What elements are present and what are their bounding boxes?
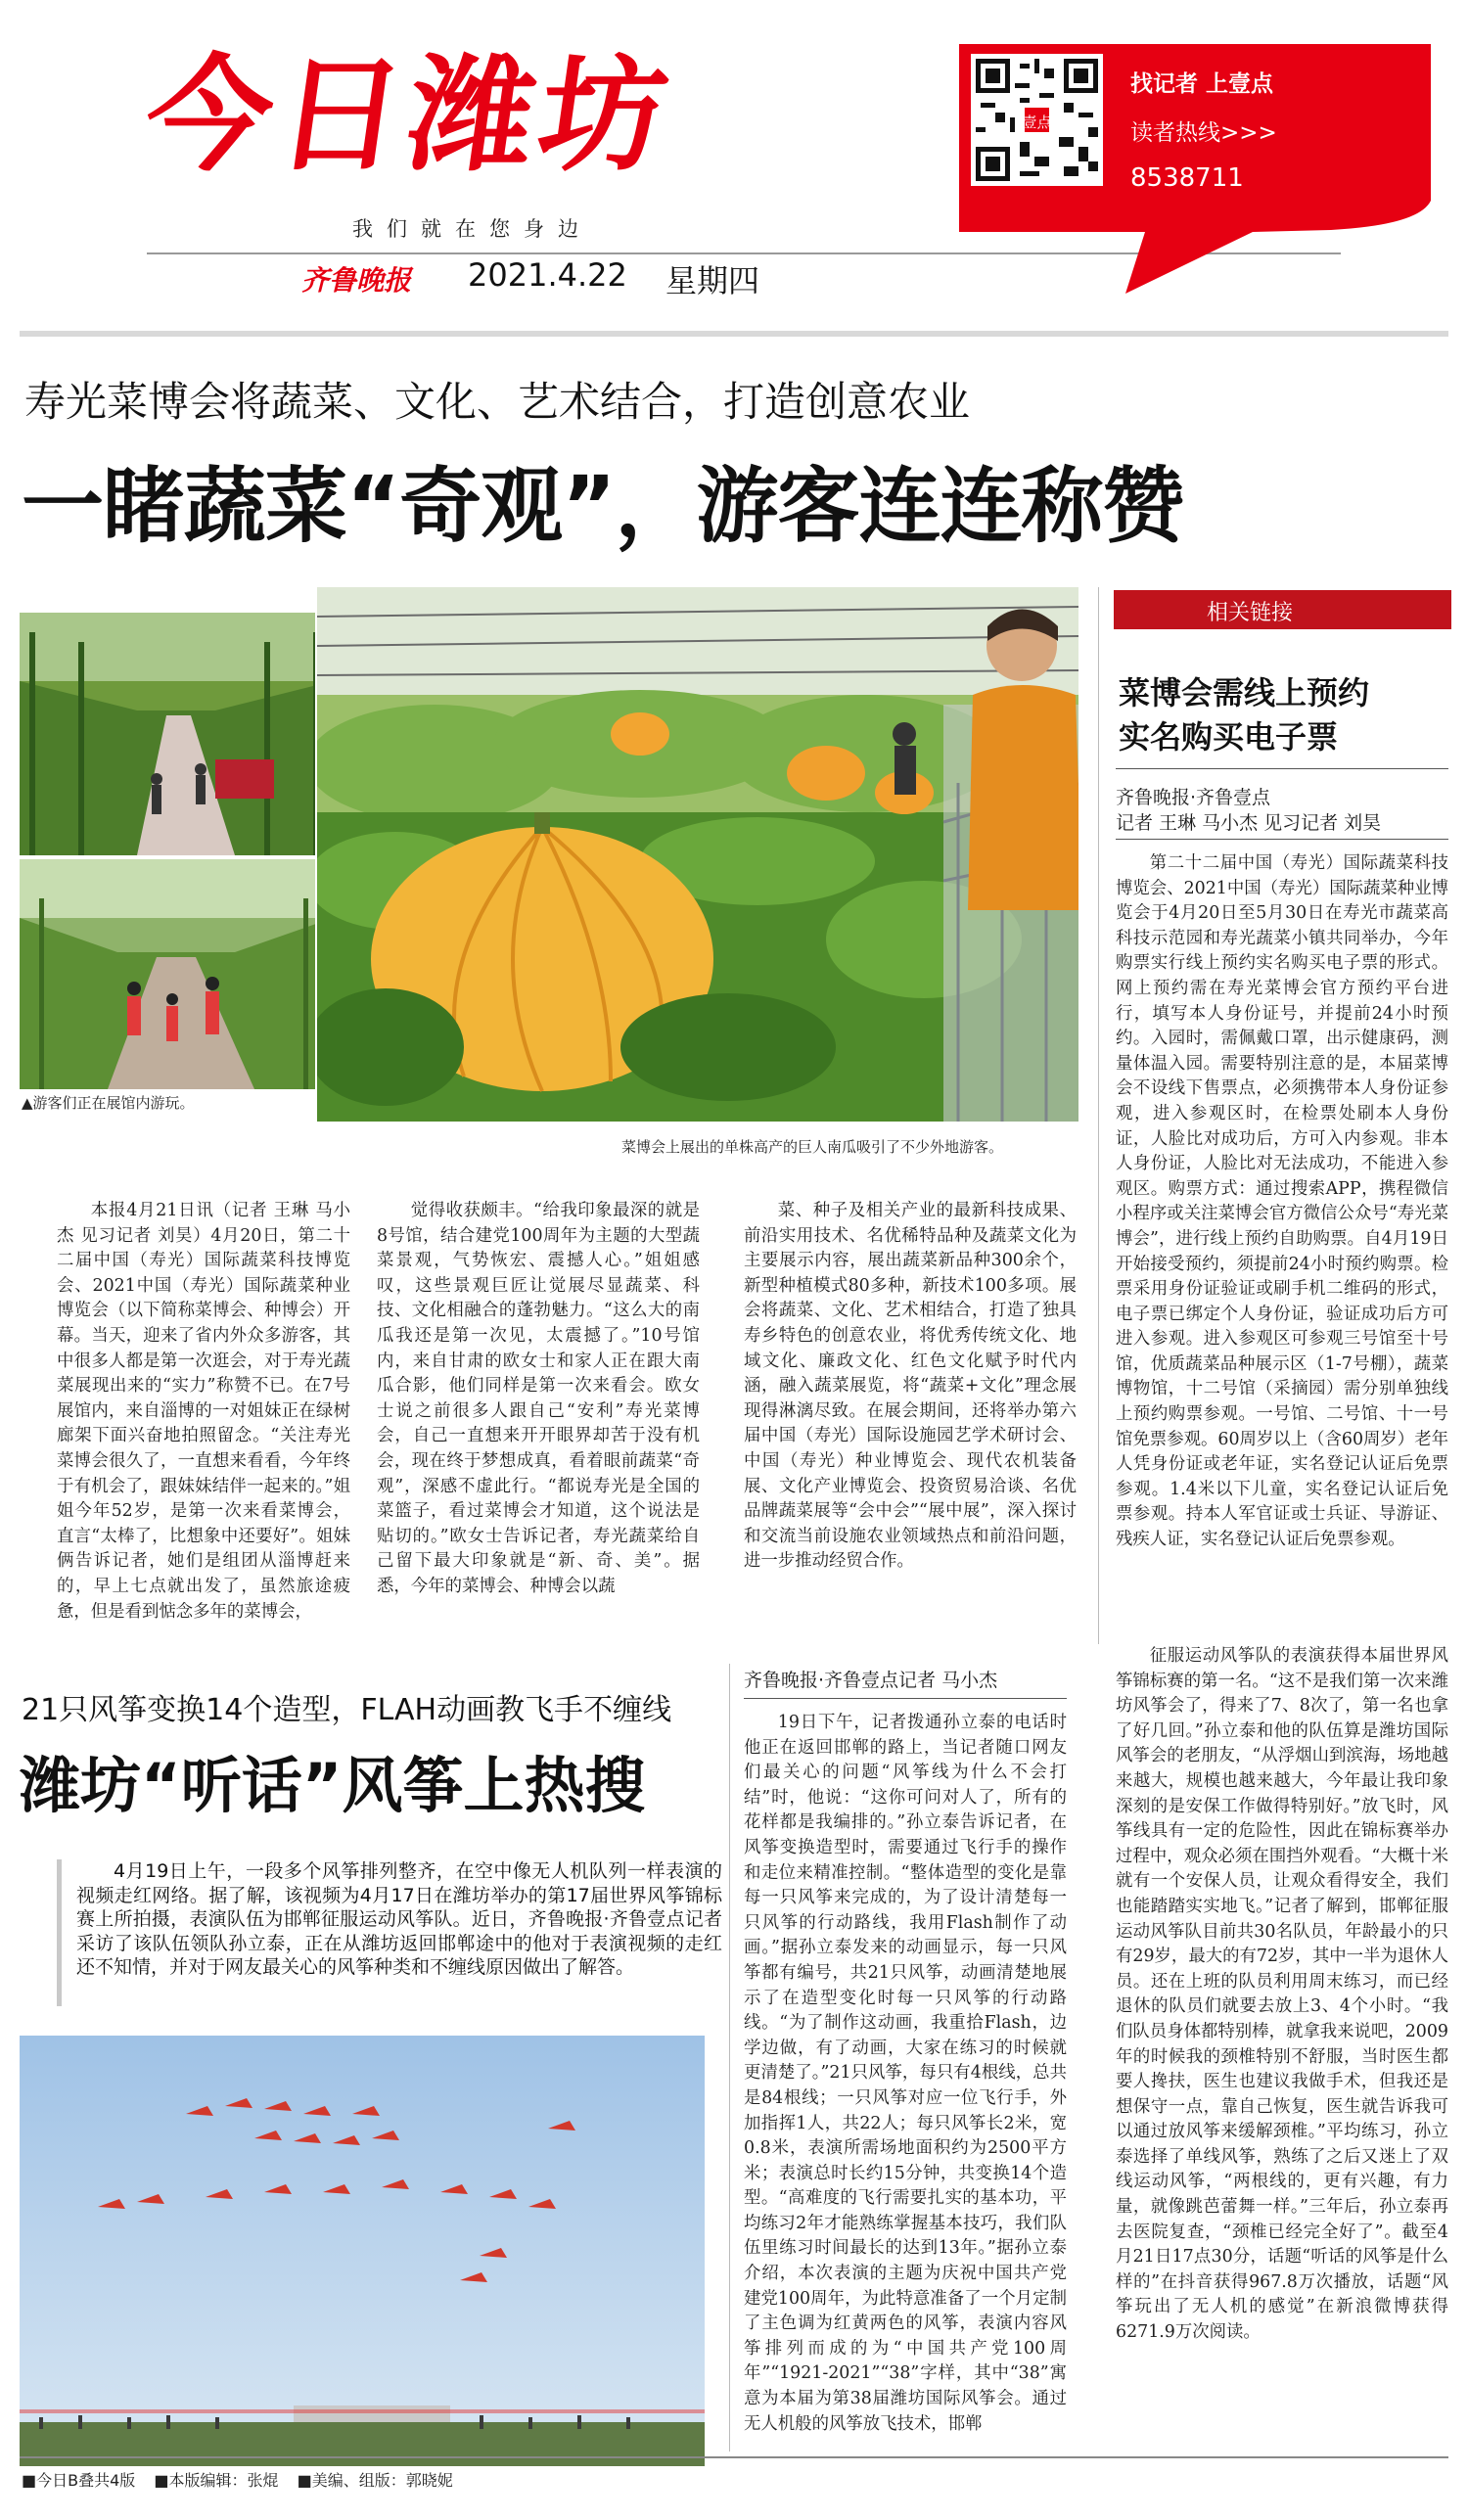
promo-phone-number[interactable]: 8538711 (1130, 163, 1244, 193)
issue-date: 2021.4.22 (468, 256, 627, 294)
kite-body-column-1 (744, 1711, 1067, 2450)
masthead-slogan: 我们就在您身边 (352, 217, 592, 241)
svg-text:壹点: 壹点 (1022, 114, 1052, 131)
photo-giant-pumpkin (315, 585, 1080, 1123)
promo-hotline-label: 读者热线>>> (1130, 120, 1277, 146)
page-footer (22, 2468, 467, 2491)
sidebar-body-text: 第二十二届中国（寿光）国际蔬菜科技博览会、2021中国（寿光）国际蔬菜种业博览会于4月20日至5月30日在寿光市蔬菜高科技示范园和寿光蔬菜小镇共同举办，今年购票实行线上预约实名购买电子票的形式。网上预约需在寿光菜博会官方预约平台进行，填写本人身份证号，并提前24小时预约。入园时，需佩戴口罩，出示健康码，测量体温入园。需要特别注意的是，本届菜博会不设线下售票点，必须携带本人身份证参观，进入参观区时，在检票处刷本人身份证，人脸比对成功后，方可入内参观。非本人身份证，人脸比对无法成功，不能进入参观区。购票方式：通过搜索APP，携程微信小程序或关注菜博会官方微信公众号“寿光菜博会”，进行线上预约自助购票。自4月19日开始接受预约，须提前24小时预约购票。检票采用身份证验证或刷手机二维码的形式，电子票已绑定个人身份证，验证成功后方可进入参观。进入参观区可参观三号馆至十号馆，优质蔬菜品种展示区（1-7号棚），蔬菜博物馆，十二号馆（采摘园）需分别单独线上预约购票参观。一号馆、二号馆、十一号馆免票参观。60周岁以上（含60周岁）老年人凭身份证或老年证，实名登记认证后免票参观。1.4米以下儿童，实名登记认证后免票参观。持本人军官证或士兵证、导游证、残疾人证，实名登记认证后免票参观。 (1116, 853, 1448, 1550)
photo-visitors-walking (20, 859, 333, 1089)
photo-caption-visitors: ▲游客们正在展馆内游玩。 (22, 1094, 195, 1112)
kite-body-text-2: 征服运动风筝队的表演获得本届世界风筝锦标赛的第一名。“这不是我们第一次来潍坊风筝会了，得来了7、8次了，第一名也拿了好几回。”孙立泰和他的队伍算是潍坊国际风筝会的老朋友，“从浮烟山到滨海，场地越来越大，规模也越来越大，今年最让我印象深刻的是安保工作做得特别好。”放飞时，风筝线具有一定的危险性，因此在锦标赛举办过程中，观众必须在围挡外观看。“大概十米就有一个安保人员，让观众看得安全，我们也能踏踏实实地飞。”记者了解到，邯郸征服运动风筝队目前共30名队员，年龄最小的只有29岁，最大的有72岁，其中一半为退休人员。还在上班的队员利用周末练习，而已经退休的队员们就要去放上3、4个小时。“我们队员身体都特别棒，就拿我来说吧，2009年的时候我的颈椎特别不舒服，当时医生都要人搀扶，医生也建议我做手术，但我还是想保守一点，靠自己恢复，医生就告诉我可以通过放风筝来缓解颈椎。”平均练习，孙立泰选择了单线风筝，熟练了之后又迷上了双线运动风筝，“两根线的，更有兴趣，有力量，就像跳芭蕾舞一样。”三年后，孙立泰再去医院复查，“颈椎已经完全好了”。截至4月21日17点30分，话题“听话的风筝是什么样的”在抖音获得967.8万次播放，话题“风筝玩出了无人机的感觉”在新浪微博获得6271.9万次阅读。 (1116, 1646, 1448, 2343)
sidebar-body (1116, 851, 1448, 1605)
qr-code-icon[interactable] (971, 54, 1103, 186)
lead-body-text-3: 菜、种子及相关产业的最新科技成果、前沿实用技术、名优稀特品种及蔬菜文化为主要展示内容，展出蔬菜新品种300余个，新型种植模式80多种，新技术100多项。展会将蔬菜、文化、艺术相结合，打造了独具寿乡特色的创意农业，将优秀传统文化、地域文化、廉政文化、红色文化赋予时代内涵，融入蔬菜展览，将“蔬菜+文化”理念展现得淋漓尽致。在展会期间，还将举办第六届中国（寿光）国际设施园艺学术研讨会、中国（寿光）种业博览会、现代农机装备展、文化产业博览会、投资贸易洽谈、名优品牌蔬菜展等“会中会”“展中展”，深入探讨和交流当前设施农业领域热点和前沿问题，进一步推动经贸合作。 (744, 1201, 1077, 1572)
sidebar-headline-line-2: 实名购买电子票 (1119, 718, 1339, 756)
reporter-promo-box (959, 44, 1431, 294)
footer-editor: ■本版编辑：张焜 (154, 2471, 279, 2490)
kite-intro (57, 1859, 722, 1980)
footer-designer: ■美编、组版：郭晓妮 (297, 2471, 453, 2490)
kite-headline: 潍坊“听话”风筝上热搜 (20, 1750, 646, 1821)
issue-weekday: 星期四 (665, 262, 760, 299)
footer-divider (20, 2456, 1448, 2458)
masthead-logo: 今日潍坊 (136, 43, 682, 189)
sidebar-headline-line-1: 菜博会需线上预约 (1119, 674, 1370, 711)
kite-byline-divider (744, 1698, 1067, 1699)
lead-headline: 一睹蔬菜“奇观”，游客连连称赞 (22, 458, 1184, 554)
sidebar-byline-reporters: 记者 王琳 马小杰 见习记者 刘昊 (1116, 812, 1382, 834)
lead-body-text-2: 觉得收获颇丰。“给我印象最深的就是8号馆，结合建党100周年为主题的大型蔬菜景观，气势恢宏、震撼人心。”姐姐感叹，这些景观巨匠让觉展尽显蔬菜、科技、文化相融合的蓬勃魅力。“这么大的南瓜我还是第一次见，太震撼了。”10号馆内，来自甘肃的欧女士和家人正在跟大南瓜合影，他们同样是第一次来看会。欧女士说之前很多人跟自己“安利”寿光菜博会，自己一直想来开开眼界却苦于没有机会，现在终于梦想成真，看着眼前蔬菜“奇观”，深感不虚此行。“都说寿光是全国的菜篮子，看过菜博会才知道，这个说法是贴切的。”欧女士告诉记者，寿光蔬菜给自己留下最大印象就是“新、奇、美”。据悉，今年的菜博会、种博会以蔬 (377, 1201, 700, 1596)
sidebar-byline-outlet: 齐鲁晚报·齐鲁壹点 (1116, 787, 1271, 808)
lead-body-column-3 (744, 1199, 1077, 1639)
kite-body-text-1: 19日下午，记者拨通孙立泰的电话时他正在返回邯郸的路上，当记者随口网友们最关心的问题“风筝线为什么不会打结”时，他说：“这你可问对人了，所有的花样都是我编排的。”孙立泰告诉记者，在风筝变换造型时，需要通过飞行手的操作和走位来精准控制。“整体造型的变化是靠每一只风筝来完成的，为了设计清楚每一只风筝的行动路线，我用Flash制作了动画。”据孙立泰发来的动画显示，每一只风筝都有编号，共21只风筝，动画清楚地展示了在造型变化时每一只风筝的行动路线。“为了制作这动画，我重拾Flash，边学边做，有了动画，大家在练习的时候就更清楚了。”21只风筝，每只有4根线，总共是84根线；一只风筝对应一位飞行手，外加指挥1人，共22人；每只风筝长2米，宽0.8米，表演所需场地面积约为2500平方米；表演总时长约15分钟，共变换14个造型。“高难度的飞行需要扎实的基本功，平均练习2年才能熟练掌握基本技巧，我们队伍里练习时间最长的达到13年。”据孙立泰介绍，本次表演的主题为庆祝中国共产党建党100周年，为此特意准备了一个月定制了主色调为红黄两色的风筝，表演内容风筝排列而成的为“中国共产党100周年”“1921-2021”“38”字样，其中“38”寓意为本届为第38届潍坊国际风筝会。通过无人机般的风筝放飞技术，邯郸 (744, 1713, 1067, 2434)
kite-subheadline: 21只风筝变换14个造型，FLAH动画教飞手不缠线 (22, 1693, 672, 1727)
column-rule (1098, 587, 1099, 1644)
footer-section-info: ■今日B叠共4版 (22, 2471, 136, 2490)
photo-kite-formation (20, 2036, 705, 2466)
kite-intro-text: 4月19日上午，一段多个风筝排列整齐，在空中像无人机队列一样表演的视频走红网络。据了解，该视频为4月17日在潍坊举办的第17届世界风筝锦标赛上所拍摄，表演队伍为邯郸征服运动风筝队。近日，齐鲁晚报·齐鲁壹点记者采访了该队伍领队孙立泰，正在从潍坊返回邯郸途中的他对于表演视频的走红还不知情，并对于网友最关心的风筝种类和不缠线原因做出了解答。 (76, 1860, 722, 1978)
column-rule (729, 1664, 730, 2451)
photo-exhibition-corridor (20, 613, 333, 855)
kite-byline: 齐鲁晚报·齐鲁壹点记者 马小杰 (744, 1670, 998, 1691)
sidebar-divider (1116, 768, 1448, 769)
promo-title: 找记者 上壹点 (1130, 71, 1274, 97)
related-links-tag: 相关链接 (1114, 590, 1451, 629)
lead-body-column-1 (57, 1199, 350, 1639)
lead-body-text-1: 本报4月21日讯（记者 王琳 马小杰 见习记者 刘昊）4月20日，第二十二届中国（寿光）国际蔬菜科技博览会、2021中国（寿光）国际蔬菜种业博览会（以下简称菜博会、种博会）开幕。当天，迎来了省内外众多游客，其中很多人都是第一次逛会，对于寿光蔬菜展现出来的“实力”称赞不已。在7号展馆内，来自淄博的一对姐妹正在绿树廊架下面兴奋地拍照留念。“关注寿光菜博会很久了，一直想来看看，今年终于有机会了，跟妹妹结伴一起来的。”姐姐今年52岁，是第一次来看菜博会，直言“太棒了，比想象中还要好”。姐妹俩告诉记者，她们是组团从淄博赶来的，早上七点就出发了，虽然旅途疲惫，但是看到惦念多年的菜博会， (57, 1201, 350, 1622)
photo-caption-pumpkin: 菜博会上展出的单株高产的巨人南瓜吸引了不少外地游客。 (621, 1138, 1004, 1156)
masthead-brand: 齐鲁晚报 (301, 264, 412, 297)
lead-subheadline: 寿光菜博会将蔬菜、文化、艺术结合，打造创意农业 (24, 378, 971, 426)
section-divider (20, 331, 1448, 337)
sidebar-divider (1116, 839, 1448, 840)
kite-body-column-2 (1116, 1644, 1448, 2450)
lead-body-column-2 (377, 1199, 700, 1639)
